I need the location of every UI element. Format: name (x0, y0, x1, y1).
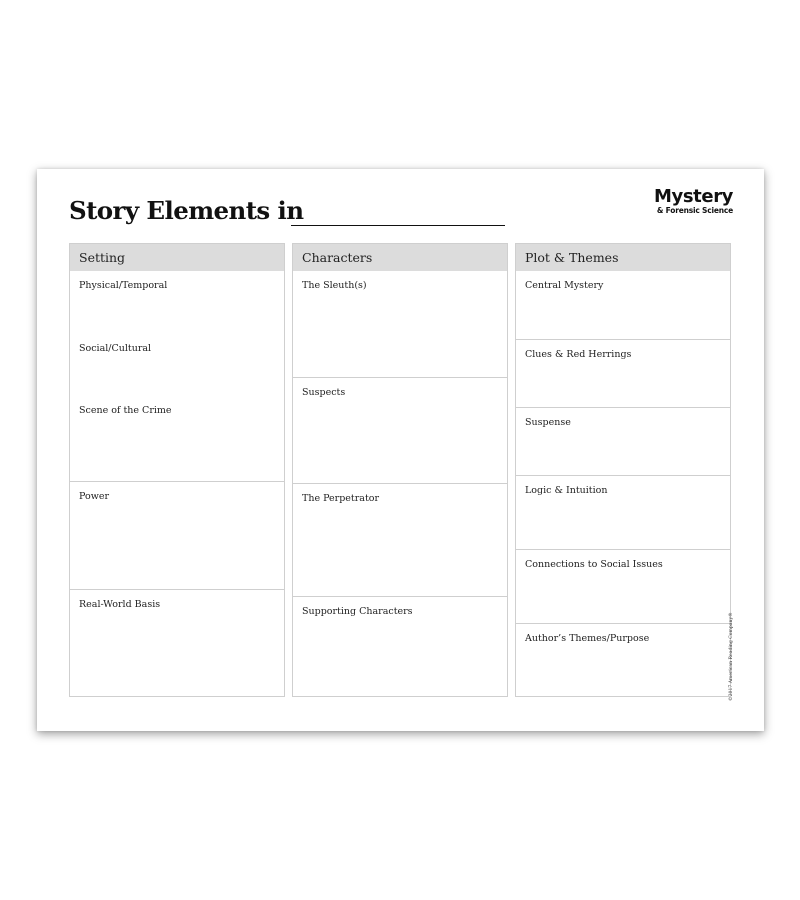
brand-logo (654, 188, 733, 215)
characters-box-supporting (293, 596, 507, 696)
worksheet-page (37, 169, 764, 731)
copyright-notice (729, 601, 739, 701)
logo-sub-text: & Forensic Science (656, 206, 733, 215)
plot-box-authors-themes (516, 623, 730, 696)
plot-box-clues (516, 339, 730, 407)
section-label-social-cultural: Social/Cultural (79, 343, 152, 354)
section-label-authors-themes: Author’s Themes/Purpose (525, 633, 650, 644)
copyright-text: ©2017 American Reading Company® (729, 612, 734, 701)
characters-box-sleuth (293, 271, 507, 377)
plot-box-social-issues (516, 549, 730, 623)
setting-box-upper (70, 271, 284, 481)
section-label-scene-of-crime: Scene of the Crime (79, 405, 172, 416)
plot-themes-column-heading: Plot & Themes (516, 244, 730, 271)
characters-box-perpetrator (293, 483, 507, 596)
section-label-logic-intuition: Logic & Intuition (525, 485, 608, 496)
title-blank-line (291, 225, 505, 226)
setting-column (69, 243, 285, 697)
plot-box-logic (516, 475, 730, 549)
worksheet-title: Story Elements in (69, 196, 304, 225)
plot-box-suspense (516, 407, 730, 475)
characters-column (292, 243, 508, 697)
section-label-real-world-basis: Real-World Basis (79, 599, 161, 610)
setting-box-real-world (70, 589, 284, 696)
setting-box-power (70, 481, 284, 589)
section-label-power: Power (79, 491, 110, 502)
section-label-physical-temporal: Physical/Temporal (79, 280, 168, 291)
characters-box-suspects (293, 377, 507, 483)
section-label-sleuth: The Sleuth(s) (302, 280, 367, 291)
characters-column-heading: Characters (293, 244, 507, 271)
section-label-suspects: Suspects (302, 387, 346, 398)
setting-column-heading: Setting (70, 244, 284, 271)
section-label-perpetrator: The Perpetrator (302, 493, 380, 504)
section-label-supporting-characters: Supporting Characters (302, 606, 413, 617)
section-label-central-mystery: Central Mystery (525, 280, 604, 291)
logo-main-text: Mystery (654, 186, 733, 207)
section-label-suspense: Suspense (525, 417, 571, 428)
section-label-clues-red-herrings: Clues & Red Herrings (525, 349, 632, 360)
plot-themes-column (515, 243, 731, 697)
section-label-social-issues: Connections to Social Issues (525, 559, 663, 570)
plot-box-central-mystery (516, 271, 730, 339)
